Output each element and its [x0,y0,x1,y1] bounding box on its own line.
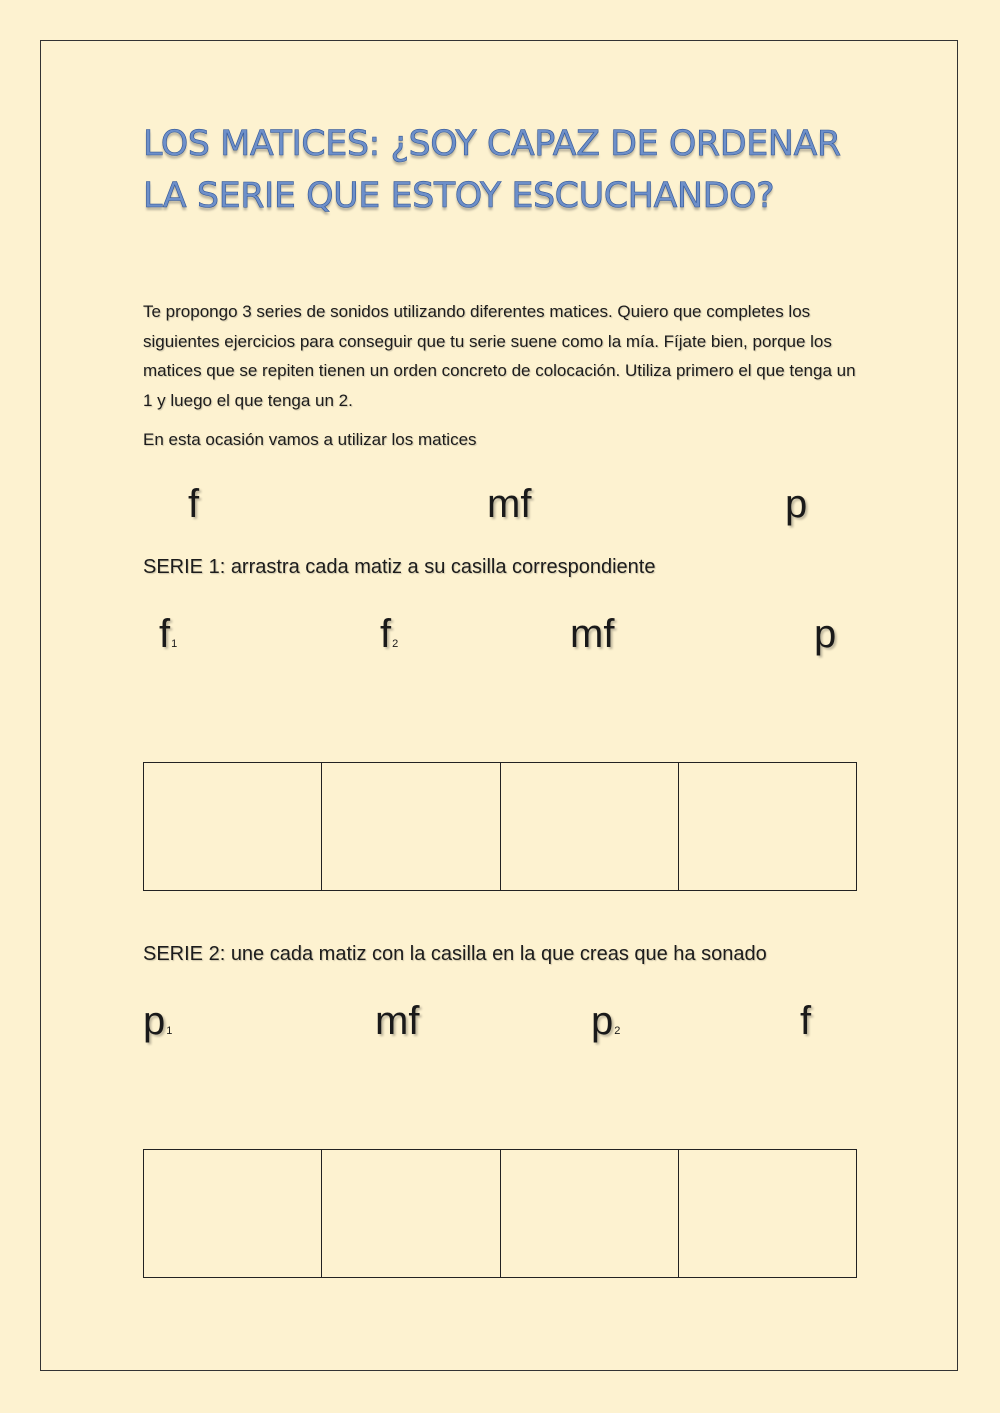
serie-1-drop-box-2[interactable] [322,763,500,890]
serie-1-heading: SERIE 1: arrastra cada matiz a su casilla correspondiente [143,556,656,578]
serie-2-drop-box-3[interactable] [501,1150,679,1277]
item-index: 1 [171,638,178,650]
matiz-f: f [188,482,200,526]
serie-1-item-f2[interactable] [380,614,398,654]
serie-1-drop-box-3[interactable] [501,763,679,890]
item-index: 2 [392,638,399,650]
item-symbol: mf [375,999,420,1043]
item-symbol: f [380,612,392,656]
serie-1-item-f1[interactable] [159,614,177,654]
serie-2-heading: SERIE 2: une cada matiz con la casilla en la que creas que ha sonado [143,943,767,965]
serie-2-item-p1[interactable] [143,1001,172,1041]
serie-2-item-p2[interactable] [591,1001,620,1041]
serie-2-drop-grid [143,1149,857,1278]
item-symbol: mf [570,612,615,656]
serie-2-drop-box-1[interactable] [144,1150,322,1277]
serie-2-item-f[interactable] [800,1001,811,1041]
matiz-p: p [785,482,808,526]
item-symbol: f [800,999,812,1043]
serie-1-drop-box-1[interactable] [144,763,322,890]
instructions-paragraph: Te propongo 3 series de sonidos utilizando diferentes matices. Quiero que completes los siguientes ejercicios para conseguir que tu serie suene como la mía. Fíjate bien, porque los matices que se repiten tienen un orden concreto de colocación. Utiliza primero el que tenga un 1 y luego el que tenga un 2. [143,302,856,410]
matices-lead-text: En esta ocasión vamos a utilizar los matices [143,430,477,449]
serie-2-item-mf[interactable] [375,1001,419,1041]
item-index: 1 [166,1025,173,1037]
item-symbol: p [591,999,614,1043]
serie-1-drop-grid [143,762,857,891]
serie-1-item-mf[interactable] [570,614,614,654]
serie-2-drop-box-2[interactable] [322,1150,500,1277]
item-symbol: p [143,999,166,1043]
item-symbol: p [814,612,837,656]
serie-1-drop-box-4[interactable] [679,763,856,890]
serie-2-drop-box-4[interactable] [679,1150,856,1277]
page-title: LOS MATICES: ¿SOY CAPAZ DE ORDENAR LA SERIE QUE ESTOY ESCUCHANDO? [143,124,841,216]
serie-1-item-p[interactable] [814,614,836,654]
item-index: 2 [614,1025,621,1037]
item-symbol: f [159,612,171,656]
matiz-mf: mf [487,482,532,526]
